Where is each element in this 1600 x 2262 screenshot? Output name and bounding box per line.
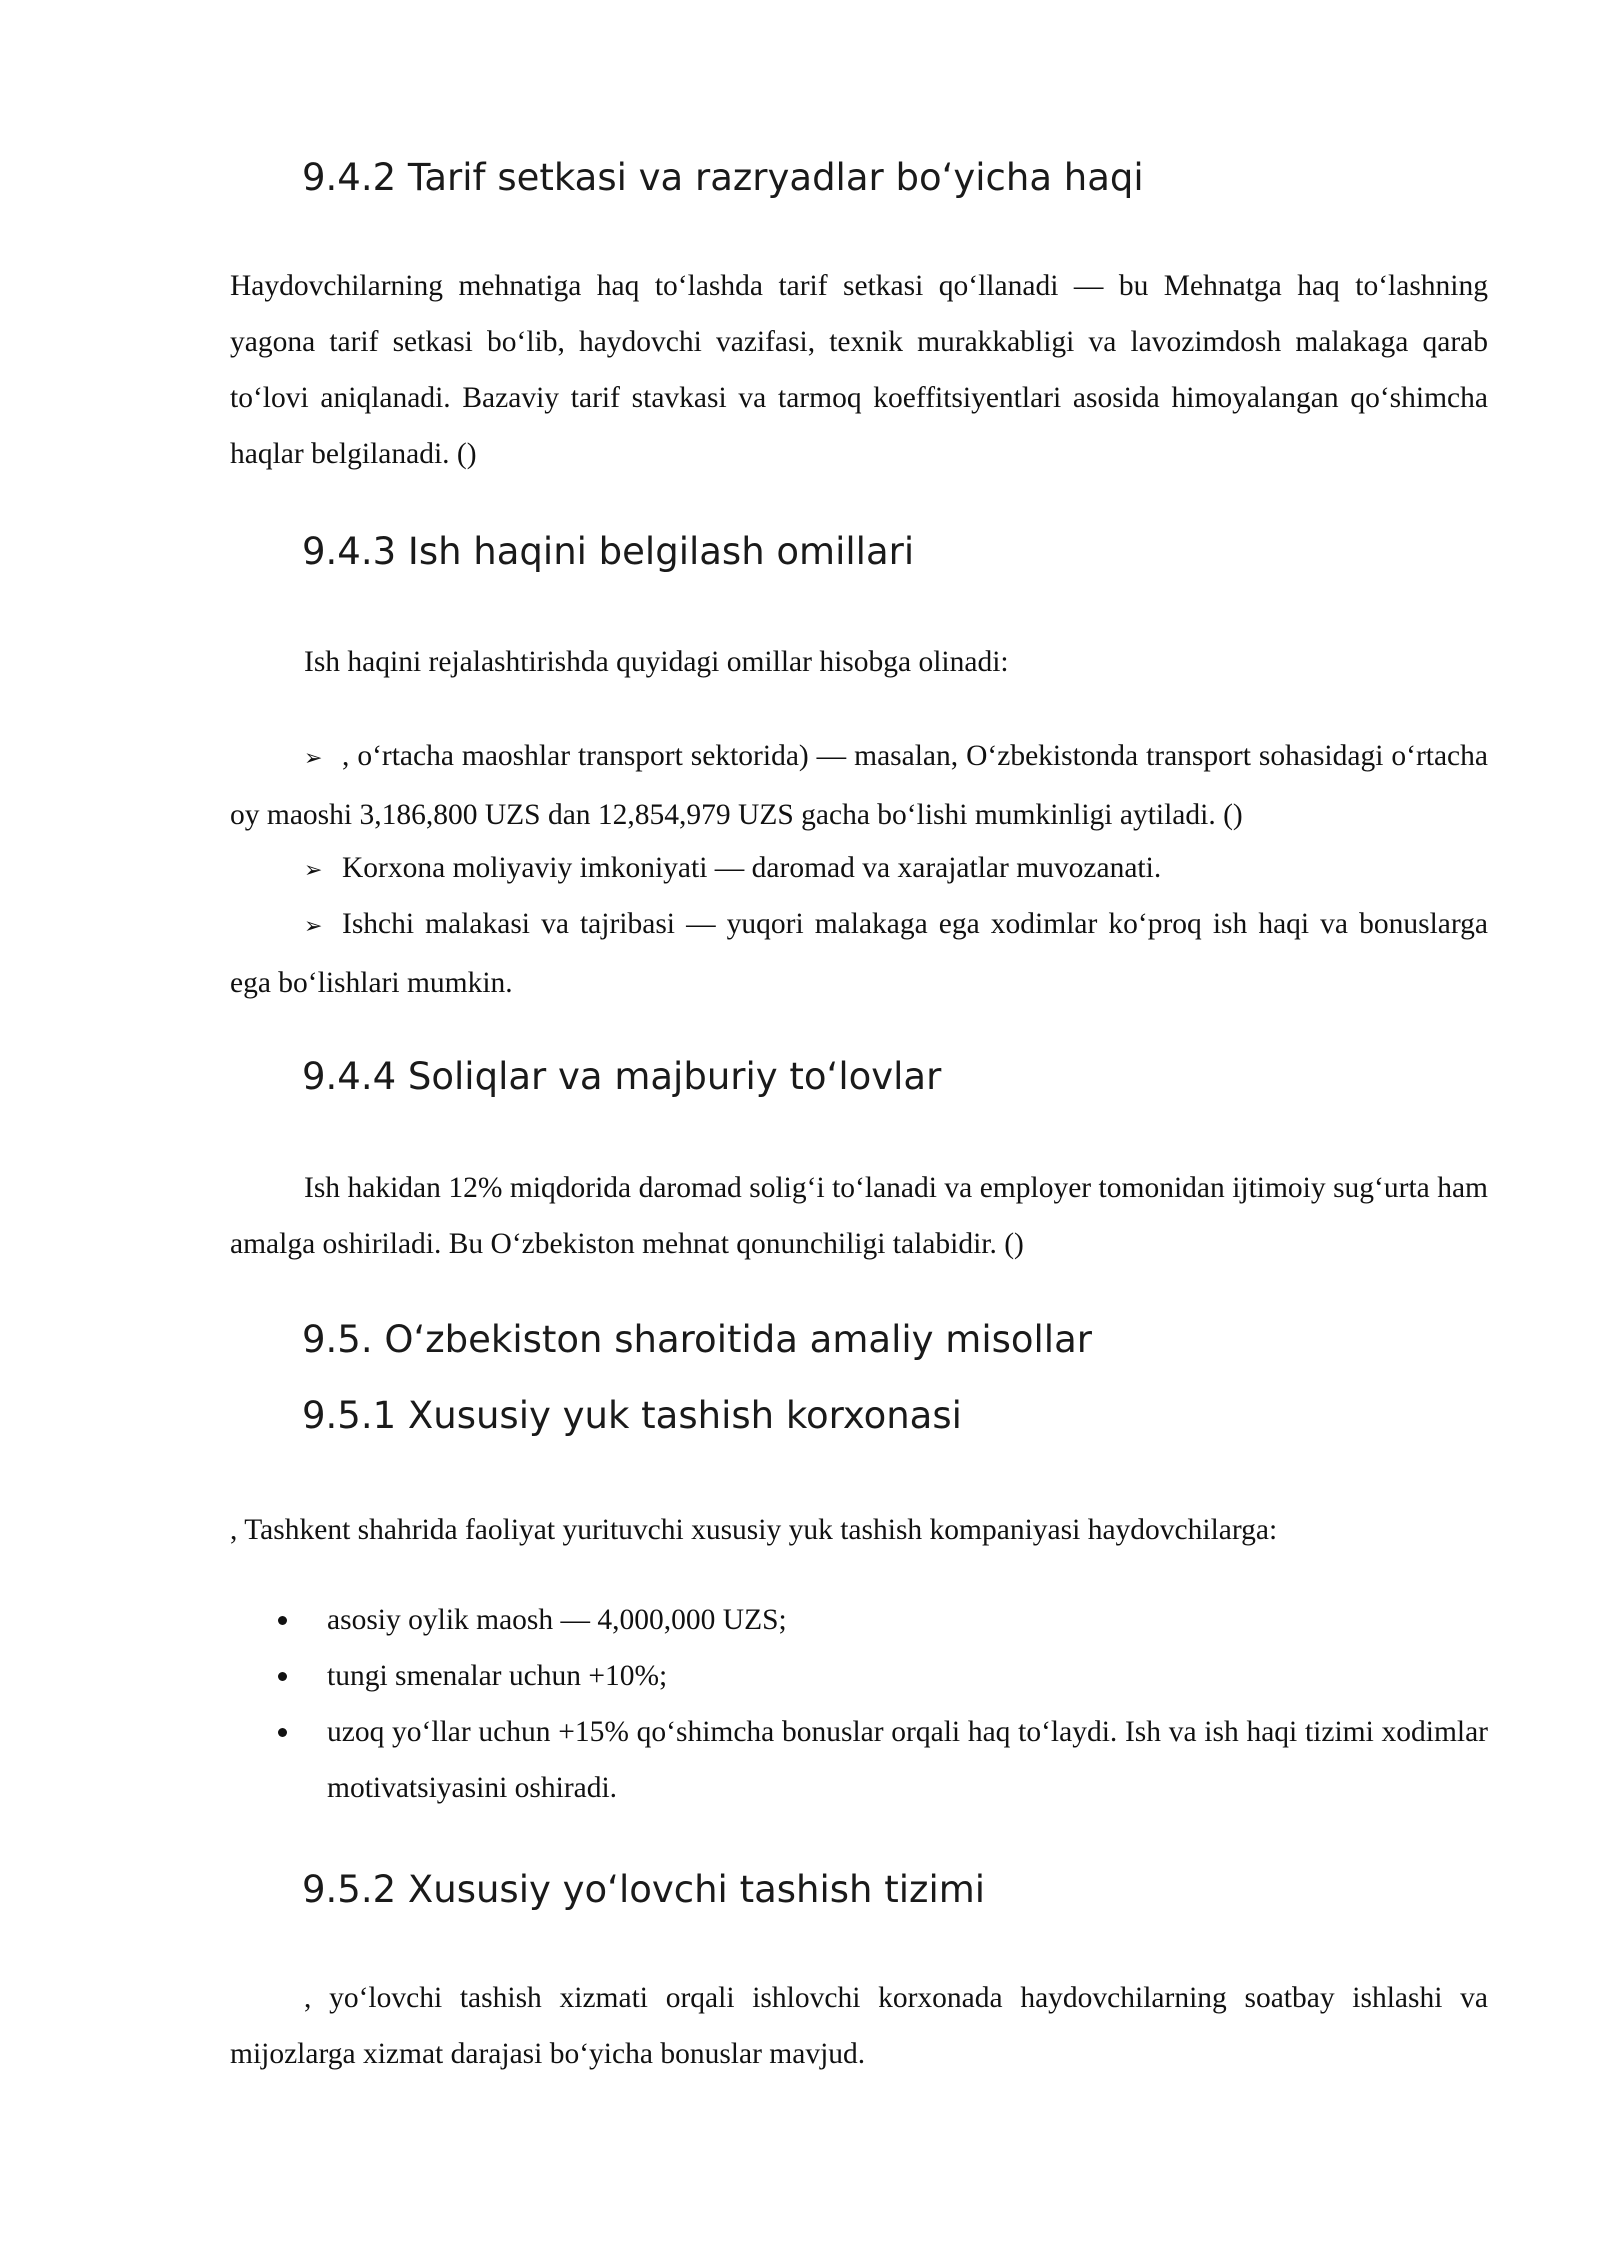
list-item bbox=[274, 1592, 1488, 1648]
arrowhead-bullet-icon: ➢ bbox=[304, 746, 323, 771]
list-item-text: uzoq yo‘llar uchun +15% qo‘shimcha bonuslar orqali haq to‘laydi. Ish va ish haqi tizimi xodimlar motivatsiyasini oshiradi. bbox=[327, 1716, 1488, 1804]
round-bullet-icon bbox=[278, 1728, 287, 1737]
list-item bbox=[274, 1704, 1488, 1816]
paragraph-soliqlar: Ish hakidan 12% miqdorida daromad solig‘i to‘lanadi va employer tomonidan ijtimoiy sug‘urta ham amalga oshiriladi. Bu O‘zbekiston mehnat qonunchiligi talabidir. () bbox=[230, 1172, 1488, 1260]
list-item bbox=[274, 1648, 1488, 1704]
section-heading-9-5-2: 9.5.2 Xususiy yo‘lovchi tashish tizimi bbox=[302, 1868, 986, 1911]
arrowhead-bullet-icon: ➢ bbox=[304, 858, 323, 883]
round-bullet-icon bbox=[278, 1672, 287, 1681]
section-heading-9-4-3: 9.4.3 Ish haqini belgilash omillari bbox=[302, 530, 915, 573]
section-heading-9-5-1: 9.5.1 Xususiy yuk tashish korxonasi bbox=[302, 1394, 962, 1437]
arrowhead-bullet-icon: ➢ bbox=[304, 914, 323, 939]
round-bullet-icon bbox=[278, 1616, 287, 1625]
paragraph-tarif-setkasi: Haydovchilarning mehnatiga haq to‘lashda tarif setkasi qo‘llanadi — bu Mehnatga haq to‘lashning yagona tarif setkasi bo‘lib, haydovchi vazifasi, texnik murakkabligi va lavozimdosh malakaga qarab to‘lovi aniqlanadi. Bazaviy tarif stavkasi va tarmoq koeffitsiyentlari asosida himoyalangan qo‘shimcha haqlar belgilanadi. () bbox=[230, 270, 1488, 470]
paragraph-yolovchi-tashish: , yo‘lovchi tashish xizmati orqali ishlovchi korxonada haydovchilarning soatbay ishlashi va mijozlarga xizmat darajasi bo‘yicha bonuslar mavjud. bbox=[230, 1982, 1488, 2070]
factor-item-3 bbox=[230, 896, 1488, 1011]
factor-item-text: Ishchi malakasi va tajribasi — yuqori malakaga ega xodimlar ko‘proq ish haqi va bonuslarga ega bo‘lishlari mumkin. bbox=[230, 908, 1488, 999]
factor-item-2 bbox=[230, 840, 1488, 899]
section-heading-9-4-4: 9.4.4 Soliqlar va majburiy to‘lovlar bbox=[302, 1055, 942, 1098]
factor-item-text: Korxona moliyaviy imkoniyati — daromad va xarajatlar muvozanati. bbox=[342, 852, 1162, 884]
list-item-text: asosiy oylik maosh — 4,000,000 UZS; bbox=[327, 1604, 787, 1636]
factor-item-text: , o‘rtacha maoshlar transport sektorida) — masalan, O‘zbekistonda transport sohasidagi o‘rtacha oy maoshi 3,186,800 UZS dan 12,854,979 UZS gacha bo‘lishi mumkinligi aytiladi. () bbox=[230, 740, 1488, 831]
section-heading-9-4-2: 9.4.2 Tarif setkasi va razryadlar bo‘yicha haqi bbox=[302, 156, 1144, 199]
section-heading-9-5: 9.5. O‘zbekiston sharoitida amaliy misollar bbox=[302, 1318, 1092, 1361]
paragraph-yuk-tashish-intro: , Tashkent shahrida faoliyat yurituvchi xususiy yuk tashish kompaniyasi haydovchilarga: bbox=[230, 1514, 1278, 1546]
payment-list bbox=[274, 1592, 1488, 1816]
paragraph-omillar-intro: Ish haqini rejalashtirishda quyidagi omillar hisobga olinadi: bbox=[304, 646, 1009, 678]
list-item-text: tungi smenalar uchun +10%; bbox=[327, 1660, 668, 1692]
factor-item-1 bbox=[230, 728, 1488, 843]
